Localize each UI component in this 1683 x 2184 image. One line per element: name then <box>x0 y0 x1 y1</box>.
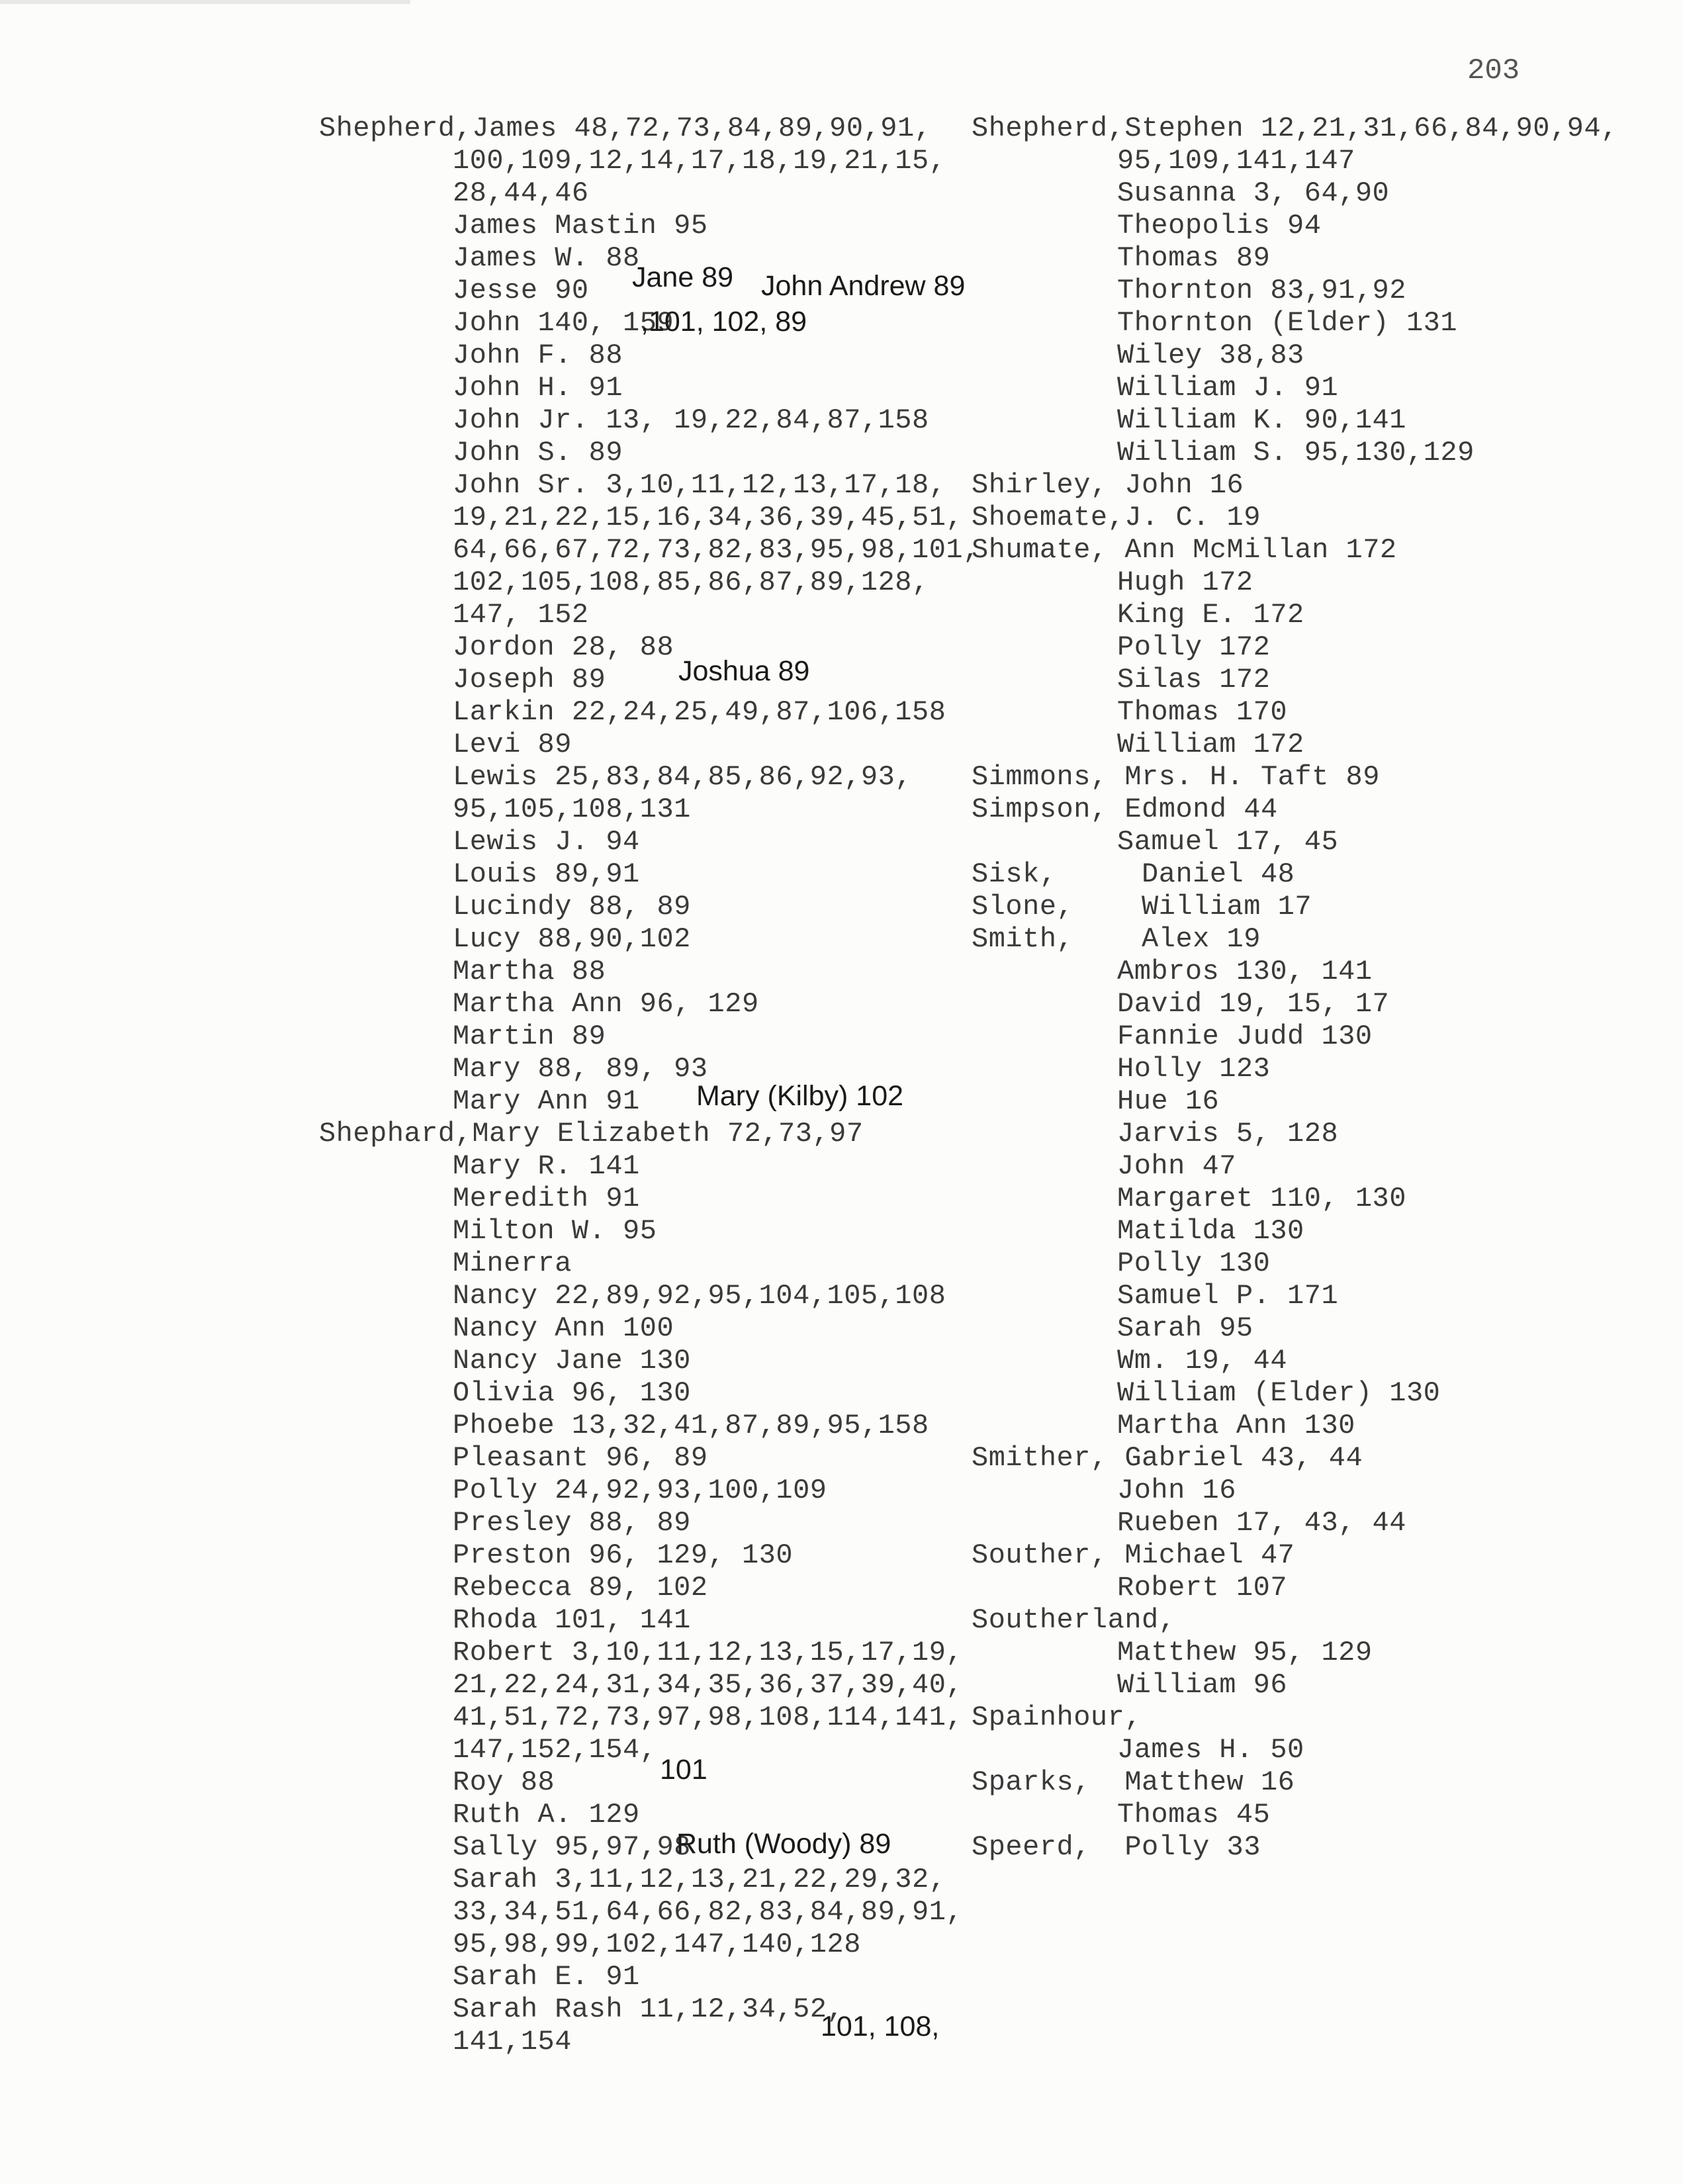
index-entry: Martin 89 <box>453 1021 606 1052</box>
annotation-robert: 101 <box>660 1754 707 1786</box>
index-entry: Souther, Michael 47 <box>972 1539 1295 1571</box>
index-entry: Silas 172 <box>1117 664 1271 696</box>
index-entry: James Mastin 95 <box>453 210 708 242</box>
index-entry: William K. 90,141 <box>1117 404 1406 436</box>
index-entry: Joseph 89 <box>453 664 606 696</box>
index-entry: 64,66,67,72,73,82,83,95,98,101, <box>453 534 980 566</box>
index-entry: William (Elder) 130 <box>1117 1377 1441 1409</box>
index-entry: 102,105,108,85,86,87,89,128, <box>453 567 929 598</box>
index-entry: Lewis 25,83,84,85,86,92,93, <box>453 761 913 793</box>
annotation-john-andrew: John Andrew 89 <box>761 270 966 302</box>
index-entry: Polly 130 <box>1117 1248 1271 1279</box>
index-entry: 95,98,99,102,147,140,128 <box>453 1929 861 1960</box>
index-entry: Sarah E. 91 <box>453 1961 640 1993</box>
index-entry: Jarvis 5, 128 <box>1117 1118 1339 1150</box>
index-entry: Mary R. 141 <box>453 1150 640 1182</box>
index-entry: Mary Ann 91 <box>453 1085 640 1117</box>
index-entry: Fannie Judd 130 <box>1117 1021 1373 1052</box>
index-entry: Rhoda 101, 141 <box>453 1604 691 1636</box>
index-entry: Lewis J. 94 <box>453 826 640 858</box>
index-entry: Phoebe 13,32,41,87,89,95,158 <box>453 1410 929 1441</box>
index-entry: Martha 88 <box>453 956 606 987</box>
index-entry: Theopolis 94 <box>1117 210 1322 242</box>
index-entry: Susanna 3, 64,90 <box>1117 177 1390 209</box>
index-entry: William 96 <box>1117 1669 1288 1701</box>
index-entry: 21,22,24,31,34,35,36,37,39,40, <box>453 1669 964 1701</box>
index-entry: John 47 <box>1117 1150 1236 1182</box>
index-entry: Simpson, Edmond 44 <box>972 794 1278 825</box>
index-entry: Nancy Ann 100 <box>453 1312 674 1344</box>
index-entry: James W. 88 <box>453 242 640 274</box>
index-entry: Polly 172 <box>1117 631 1271 663</box>
index-entry: Southerland, <box>972 1604 1176 1636</box>
index-entry: 147, 152 <box>453 599 589 631</box>
index-entry: Robert 3,10,11,12,13,15,17,19, <box>453 1637 964 1668</box>
index-entry: Nancy Jane 130 <box>453 1345 691 1377</box>
index-entry: Hue 16 <box>1117 1085 1220 1117</box>
index-entry: 100,109,12,14,17,18,19,21,15, <box>453 145 946 177</box>
index-entry: Wiley 38,83 <box>1117 340 1304 371</box>
index-entry: Smither, Gabriel 43, 44 <box>972 1442 1363 1474</box>
index-entry: David 19, 15, 17 <box>1117 988 1390 1020</box>
index-entry: Holly 123 <box>1117 1053 1271 1085</box>
index-entry: John S. 89 <box>453 437 623 469</box>
index-entry: Lucindy 88, 89 <box>453 891 691 923</box>
index-entry: Mary 88, 89, 93 <box>453 1053 708 1085</box>
index-entry: Rebecca 89, 102 <box>453 1572 708 1604</box>
index-entry: Robert 107 <box>1117 1572 1288 1604</box>
index-entry: Jordon 28, 88 <box>453 631 674 663</box>
index-entry: John Sr. 3,10,11,12,13,17,18, <box>453 469 946 501</box>
index-entry: Martha Ann 130 <box>1117 1410 1355 1441</box>
index-entry: Samuel P. 171 <box>1117 1280 1339 1312</box>
index-entry: Thomas 170 <box>1117 696 1288 728</box>
index-entry: Lucy 88,90,102 <box>453 923 691 955</box>
index-entry: Presley 88, 89 <box>453 1507 691 1539</box>
index-entry: Sparks, Matthew 16 <box>972 1766 1295 1798</box>
index-entry: Ruth A. 129 <box>453 1799 640 1831</box>
index-entry: Slone, William 17 <box>972 891 1312 923</box>
index-entry: Nancy 22,89,92,95,104,105,108 <box>453 1280 946 1312</box>
index-entry: Matthew 95, 129 <box>1117 1637 1373 1668</box>
index-entry: Wm. 19, 44 <box>1117 1345 1288 1377</box>
scan-edge <box>0 0 410 4</box>
index-entry: Ambros 130, 141 <box>1117 956 1373 987</box>
annotation-mary-kilby: Mary (Kilby) 102 <box>696 1080 904 1112</box>
index-entry: Levi 89 <box>453 729 572 760</box>
index-entry: Shirley, John 16 <box>972 469 1244 501</box>
index-entry: Samuel 17, 45 <box>1117 826 1339 858</box>
page-number: 203 <box>1467 54 1520 87</box>
index-entry: Thornton (Elder) 131 <box>1117 307 1458 339</box>
index-entry: 141,154 <box>453 2026 572 2058</box>
index-entry: John 140, 159 <box>453 307 674 339</box>
index-entry: Larkin 22,24,25,49,87,106,158 <box>453 696 946 728</box>
index-entry: Pleasant 96, 89 <box>453 1442 708 1474</box>
index-entry: Rueben 17, 43, 44 <box>1117 1507 1406 1539</box>
index-entry: William 172 <box>1117 729 1304 760</box>
index-entry: Minerra <box>453 1248 572 1279</box>
index-entry: 33,34,51,64,66,82,83,84,89,91, <box>453 1896 964 1928</box>
index-entry: William S. 95,130,129 <box>1117 437 1475 469</box>
index-entry: Meredith 91 <box>453 1183 640 1214</box>
index-entry: 147,152,154, <box>453 1734 657 1766</box>
index-entry: Thomas 89 <box>1117 242 1271 274</box>
index-entry: Sarah Rash 11,12,34,52, <box>453 1993 844 2025</box>
index-entry: Sisk, Daniel 48 <box>972 858 1295 890</box>
index-entry: Olivia 96, 130 <box>453 1377 691 1409</box>
index-entry: Speerd, Polly 33 <box>972 1831 1261 1863</box>
index-entry: Sarah 3,11,12,13,21,22,29,32, <box>453 1864 946 1895</box>
index-entry: Shumate, Ann McMillan 172 <box>972 534 1397 566</box>
index-entry: William J. 91 <box>1117 372 1339 404</box>
annotation-joshua: Joshua 89 <box>678 655 810 687</box>
index-entry: Roy 88 <box>453 1766 555 1798</box>
index-entry: Shoemate,J. C. 19 <box>972 502 1261 533</box>
index-entry: John 16 <box>1117 1475 1236 1506</box>
index-entry: Shephard,Mary Elizabeth 72,73,97 <box>319 1118 864 1150</box>
index-entry: 95,109,141,147 <box>1117 145 1355 177</box>
index-entry: Preston 96, 129, 130 <box>453 1539 794 1571</box>
index-entry: 95,105,108,131 <box>453 794 691 825</box>
index-entry: Sally 95,97,98 <box>453 1831 691 1863</box>
annotation-jane: Jane 89 <box>632 261 734 293</box>
index-entry: 41,51,72,73,97,98,108,114,141, <box>453 1702 964 1733</box>
index-entry: Shepherd,Stephen 12,21,31,66,84,90,94, <box>972 113 1618 144</box>
index-entry: Smith, Alex 19 <box>972 923 1261 955</box>
index-entry: Sarah 95 <box>1117 1312 1253 1344</box>
index-entry: King E. 172 <box>1117 599 1304 631</box>
annotation-ruth-woody: Ruth (Woody) 89 <box>676 1828 891 1860</box>
index-entry: Shepherd,James 48,72,73,84,89,90,91, <box>319 113 932 144</box>
index-entry: Martha Ann 96, 129 <box>453 988 759 1020</box>
index-entry: John F. 88 <box>453 340 623 371</box>
index-entry: Milton W. 95 <box>453 1215 657 1247</box>
index-entry: James H. 50 <box>1117 1734 1304 1766</box>
annotation-sarah-rash: 101, 108, <box>821 2011 940 2042</box>
index-entry: Louis 89,91 <box>453 858 640 890</box>
index-entry: Thomas 45 <box>1117 1799 1271 1831</box>
index-entry: Thornton 83,91,92 <box>1117 275 1406 306</box>
index-entry: Simmons, Mrs. H. Taft 89 <box>972 761 1380 793</box>
index-entry: Margaret 110, 130 <box>1117 1183 1406 1214</box>
index-entry: Polly 24,92,93,100,109 <box>453 1475 827 1506</box>
index-entry: 28,44,46 <box>453 177 589 209</box>
index-entry: John H. 91 <box>453 372 623 404</box>
index-entry: 19,21,22,15,16,34,36,39,45,51, <box>453 502 964 533</box>
index-entry: John Jr. 13, 19,22,84,87,158 <box>453 404 929 436</box>
annotation-john: ,101, 102, 89 <box>641 306 807 338</box>
index-entry: Hugh 172 <box>1117 567 1253 598</box>
index-entry: Matilda 130 <box>1117 1215 1304 1247</box>
index-entry: Spainhour, <box>972 1702 1142 1733</box>
index-entry: Jesse 90 <box>453 275 589 306</box>
